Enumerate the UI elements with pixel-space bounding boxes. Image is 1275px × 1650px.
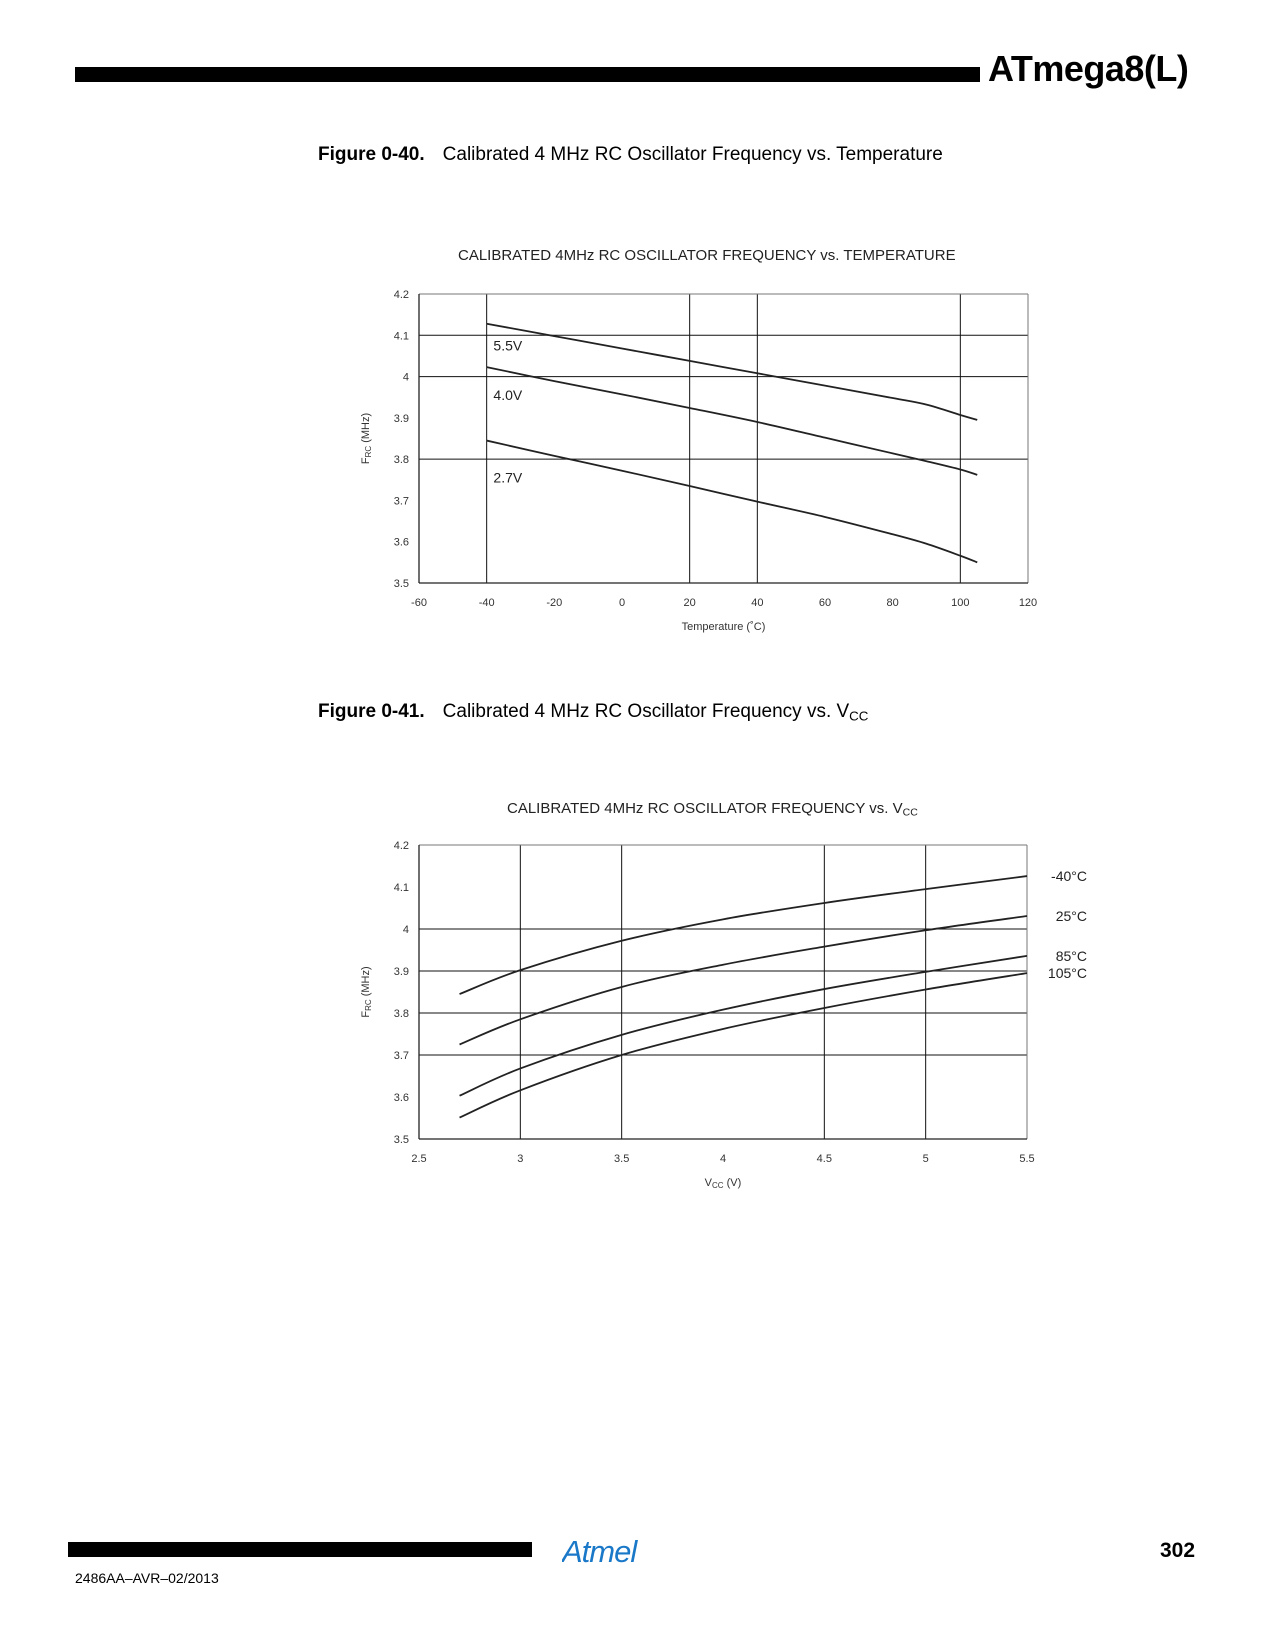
series-label: 85°C <box>1055 947 1087 964</box>
y-tick-label: 4 <box>402 924 409 936</box>
figure-caption-0-41 <box>318 701 868 723</box>
header-rule <box>75 67 980 82</box>
series-label: 25°C <box>1055 907 1087 924</box>
chart-title-temperature: CALIBRATED 4MHz RC OSCILLATOR FREQUENCY vs. TEMPERATURE <box>458 247 956 264</box>
document-title: ATmega8(L) <box>988 48 1189 89</box>
y-tick-label: 3.8 <box>393 1008 409 1020</box>
x-tick-label: 100 <box>951 597 970 609</box>
y-tick-label: 4.1 <box>393 882 409 894</box>
x-tick-label: 5.5 <box>1019 1153 1035 1165</box>
x-tick-label: -60 <box>411 597 427 609</box>
series-line-85C <box>460 956 1027 1096</box>
x-tick-label: 3.5 <box>614 1153 630 1165</box>
y-tick-label: 3.5 <box>393 578 409 590</box>
x-tick-label: 80 <box>886 597 899 609</box>
x-tick-label: 120 <box>1018 597 1038 609</box>
series-label: -40°C <box>1051 868 1087 885</box>
x-axis-label: VCC (V) <box>704 1177 742 1190</box>
figure-caption-text: Calibrated 4 MHz RC Oscillator Frequency vs. Temperature <box>442 144 943 165</box>
x-tick-label: 2.5 <box>411 1153 427 1165</box>
series-line-55V <box>487 324 978 420</box>
y-tick-label: 4.1 <box>393 330 409 343</box>
y-tick-label: 4 <box>402 371 409 384</box>
x-tick-label: 4 <box>719 1153 727 1165</box>
x-tick-label: 60 <box>818 597 832 609</box>
series-label: 105°C <box>1047 965 1087 982</box>
x-tick-label: 3 <box>517 1153 524 1165</box>
y-tick-label: 3.9 <box>393 966 409 978</box>
y-tick-label: 4.2 <box>393 289 409 301</box>
y-tick-label: 3.9 <box>393 412 409 425</box>
figure-number: Figure 0-41. <box>318 701 425 722</box>
page-number: 302 <box>1160 1539 1196 1562</box>
figure-caption-subscript: CC <box>849 708 869 724</box>
document-id: 2486AA–AVR–02/2013 <box>75 1570 219 1586</box>
y-tick-label: 3.8 <box>393 454 409 467</box>
chart-title-vcc <box>507 800 918 819</box>
y-tick-label: 4.2 <box>393 840 409 852</box>
y-axis-label: FRC (MHz) <box>360 412 373 465</box>
x-tick-label: 0 <box>618 597 626 609</box>
x-tick-label: 4.5 <box>816 1153 832 1165</box>
x-tick-label: -20 <box>546 597 563 609</box>
x-tick-label: 20 <box>683 597 696 609</box>
y-tick-label: 3.6 <box>393 1092 409 1104</box>
y-tick-label: 3.7 <box>393 1050 409 1062</box>
series-line-40C <box>460 876 1027 994</box>
footer-rule <box>68 1542 532 1557</box>
series-label: 5.5V <box>493 337 523 354</box>
figure-number: Figure 0-40. <box>318 144 425 165</box>
chart-title-text: CALIBRATED 4MHz RC OSCILLATOR FREQUENCY vs. V <box>507 800 903 817</box>
y-tick-label: 3.6 <box>393 536 409 549</box>
x-tick-label: -40 <box>478 597 495 609</box>
atmel-logo <box>562 1535 672 1567</box>
y-tick-label: 3.7 <box>393 495 409 508</box>
x-tick-label: 5 <box>922 1153 929 1165</box>
y-tick-label: 3.5 <box>393 1134 409 1146</box>
figure-caption-text: Calibrated 4 MHz RC Oscillator Frequency vs. V <box>442 701 850 722</box>
series-label: 4.0V <box>493 387 523 404</box>
figure-caption-0-40 <box>318 144 943 166</box>
series-line-105C <box>460 973 1027 1117</box>
chart-title-subscript: CC <box>902 806 918 819</box>
x-axis-label: Temperature (˚C) <box>681 621 766 633</box>
chart-frequency-vs-temperature <box>340 280 1060 650</box>
x-tick-label: 40 <box>751 597 764 609</box>
chart-frequency-vs-vcc <box>340 830 1120 1200</box>
y-axis-label: FRC (MHz) <box>360 966 373 1018</box>
series-label: 2.7V <box>493 469 523 486</box>
atmel-logo-text: Atmel <box>562 1535 637 1567</box>
